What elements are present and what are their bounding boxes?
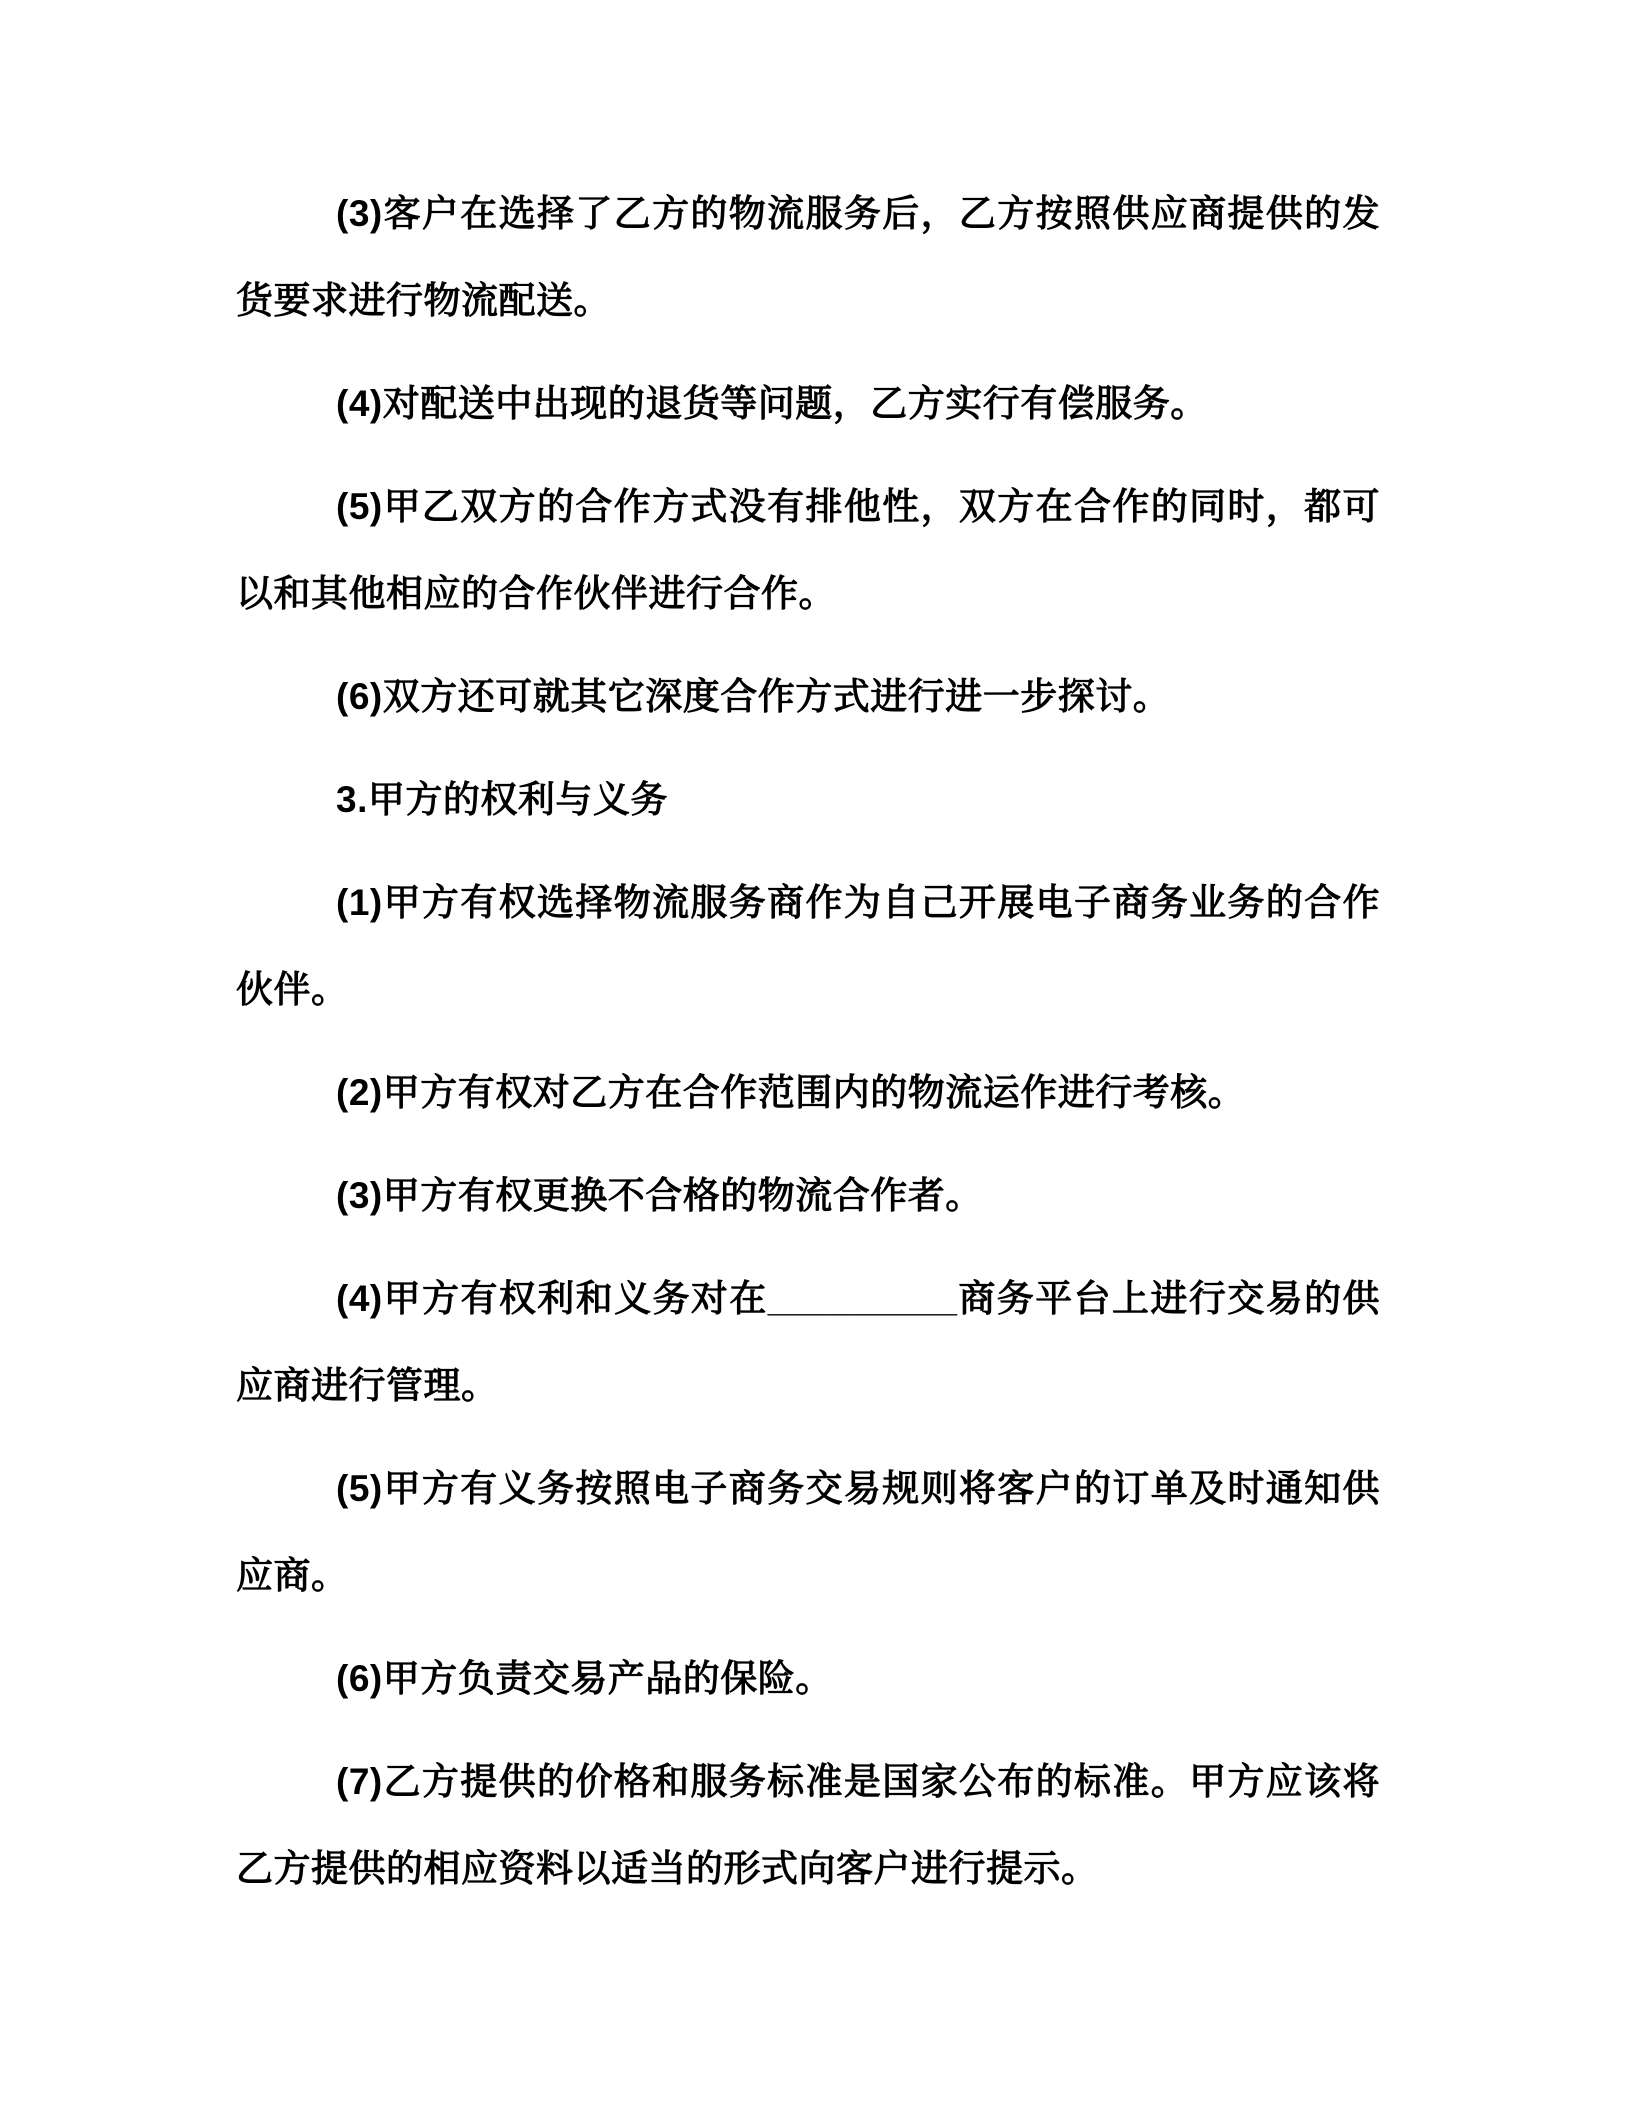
contract-clause: (4)对配送中出现的退货等问题，乙方实行有偿服务。 — [336, 383, 1208, 424]
contract-clause: (5)甲方有义务按照电子商务交易规则将客户的订单及时通知供应商。 — [236, 1468, 1380, 1596]
section-heading: 3.甲方的权利与义务 — [336, 779, 668, 820]
contract-clause: (3)甲方有权更换不合格的物流合作者。 — [336, 1175, 983, 1216]
contract-clause: (1)甲方有权选择物流服务商作为自己开展电子商务业务的合作伙伴。 — [236, 882, 1380, 1010]
contract-clause: (7)乙方提供的价格和服务标准是国家公布的标准。甲方应该将乙方提供的相应资料以适当的形式向客户进行提示。 — [236, 1761, 1380, 1889]
contract-clause: (6)双方还可就其它深度合作方式进行进一步探讨。 — [336, 676, 1171, 717]
contract-clause-with-blank: (4)甲方有权利和义务对在_________商务平台上进行交易的供应商进行管理。 — [236, 1278, 1380, 1406]
contract-clause: (3)客户在选择了乙方的物流服务后，乙方按照供应商提供的发货要求进行物流配送。 — [236, 193, 1380, 321]
contract-clause: (2)甲方有权对乙方在合作范围内的物流运作进行考核。 — [336, 1072, 1246, 1113]
contract-clause: (6)甲方负责交易产品的保险。 — [336, 1658, 833, 1699]
contract-clause: (5)甲乙双方的合作方式没有排他性，双方在合作的同时，都可以和其他相应的合作伙伴进行合作。 — [236, 486, 1380, 614]
